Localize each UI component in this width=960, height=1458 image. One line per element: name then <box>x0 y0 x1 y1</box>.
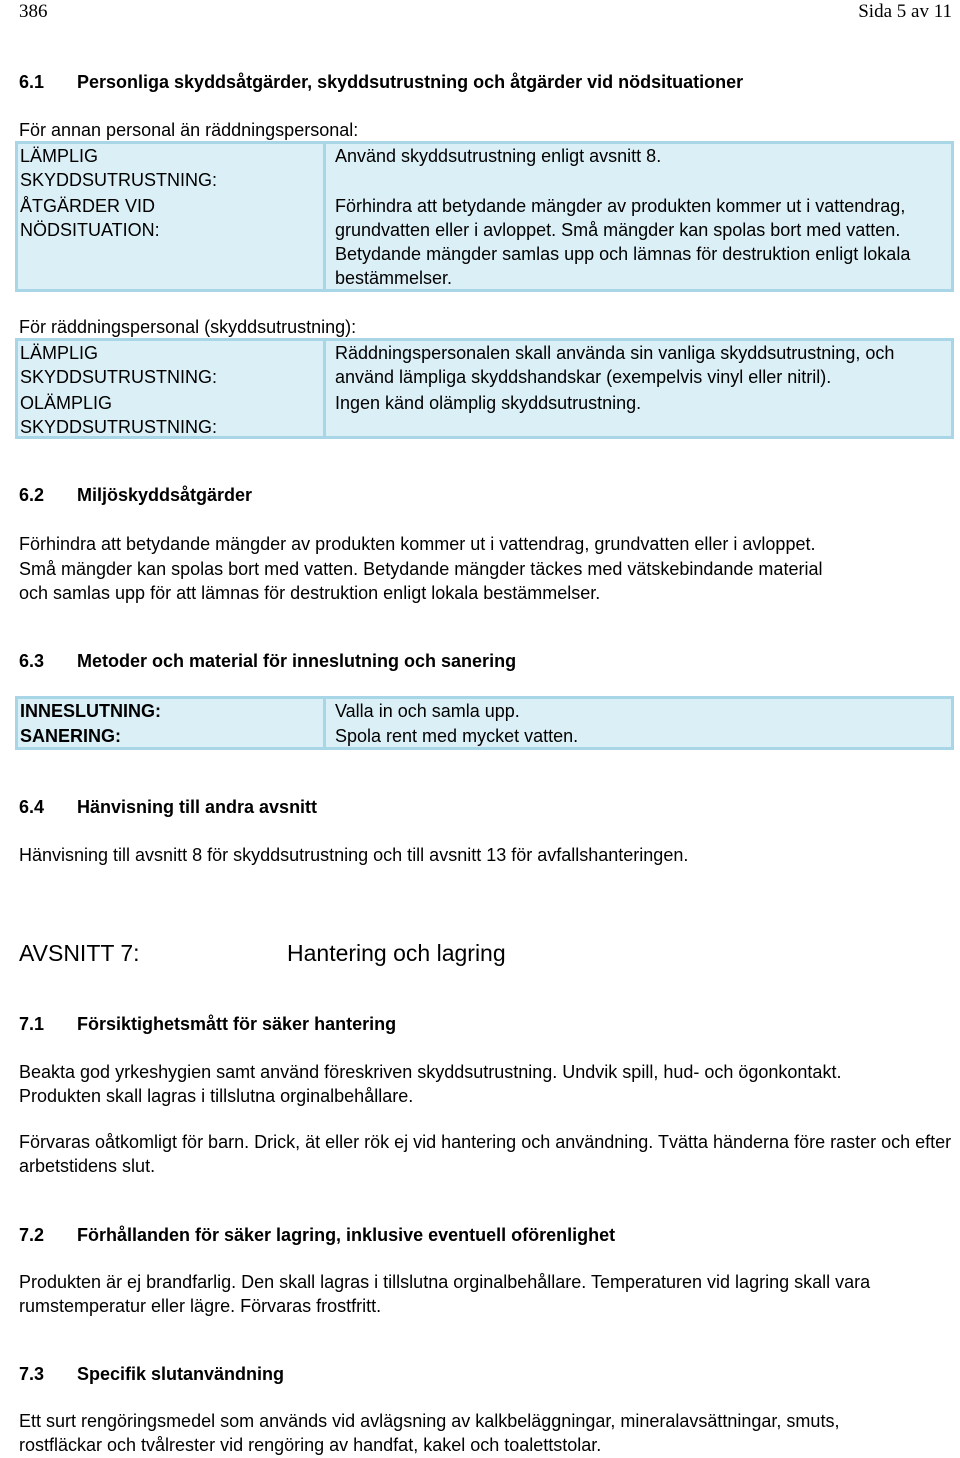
value-suitable-equipment: Räddningspersonalen skall använda sin vanliga skyddsutrustning, och använd lämpliga skyddshandskar (exempelvis vinyl eller nitril). <box>335 343 895 387</box>
section-6-4-text: Hänvisning till avsnitt 8 för skyddsutrustning och till avsnitt 13 för avfallshanteringen. <box>19 845 689 865</box>
section-7-1-heading <box>19 1012 396 1036</box>
label-emergency-measures: ÅTGÄRDER VID NÖDSITUATION: <box>20 196 160 240</box>
section-title: Metoder och material för inneslutning och sanering <box>77 651 517 671</box>
subheading-rescue-personnel: För räddningspersonal (skyddsutrustning): <box>19 317 357 337</box>
section-title: Hänvisning till andra avsnitt <box>77 797 318 817</box>
section-number: 6.3 <box>19 651 45 671</box>
section-6-2-text: Förhindra att betydande mängder av produkten kommer ut i vattendrag, grundvatten eller i avloppet. Små mängder kan spolas bort med vatten. Betydande mängder täckes med vätskebindande material och samlas upp för att lämnas för destruktion enligt lokala bestämmelser. <box>19 534 823 603</box>
section-6-3-heading <box>19 649 516 673</box>
section-7-1-para-2: Förvaras oåtkomligt för barn. Drick, ät eller rök ej vid hantering och användning. Tvätta händerna före raster och efter arbetstidens slut. <box>19 1132 952 1176</box>
section-title: Specifik slutanvändning <box>77 1364 285 1384</box>
box-divider <box>323 699 326 747</box>
section-number: 7.1 <box>19 1014 45 1034</box>
page-number: 386 <box>19 1 48 22</box>
section-number: 7.3 <box>19 1364 45 1384</box>
value-suitable-equipment: Använd skyddsutrustning enligt avsnitt 8. <box>335 146 662 166</box>
section-6-4-heading <box>19 795 317 819</box>
section-7-3-heading <box>19 1362 284 1386</box>
chapter-title: Hantering och lagring <box>287 940 506 966</box>
info-box-containment <box>15 696 954 750</box>
section-6-2-heading <box>19 483 252 507</box>
page-indicator: Sida 5 av 11 <box>858 1 952 22</box>
value-containment: Valla in och samla upp. <box>335 701 520 721</box>
chapter-label: AVSNITT 7: <box>19 940 140 966</box>
section-title: Personliga skyddsåtgärder, skyddsutrustning och åtgärder vid nödsituationer <box>77 72 744 92</box>
info-box-other-personnel <box>15 141 954 292</box>
section-title: Försiktighetsmått för säker hantering <box>77 1014 397 1034</box>
box-divider <box>323 341 326 436</box>
label-unsuitable-equipment: OLÄMPLIG SKYDDSUTRUSTNING: <box>20 393 218 437</box>
box-divider <box>323 144 326 289</box>
label-suitable-equipment: LÄMPLIG SKYDDSUTRUSTNING: <box>20 343 218 387</box>
section-title: Miljöskyddsåtgärder <box>77 485 253 505</box>
info-box-rescue-personnel <box>15 338 954 439</box>
value-cleanup: Spola rent med mycket vatten. <box>335 726 579 746</box>
section-number: 6.4 <box>19 797 45 817</box>
value-emergency-measures: Förhindra att betydande mängder av produkten kommer ut i vattendrag, grundvatten eller i avloppet. Små mängder kan spolas bort med vatten. Betydande mängder samlas upp och lämnas för destruktion enligt lokala bestämmelser. <box>335 196 911 288</box>
label-cleanup: SANERING: <box>20 726 122 746</box>
subheading-other-personnel: För annan personal än räddningspersonal: <box>19 120 359 140</box>
section-7-3-text: Ett surt rengöringsmedel som används vid avlägsning av kalkbeläggningar, mineralavsättningar, smuts, rostfläckar och tvålrester vid rengöring av handfat, kakel och toalettstolar. <box>19 1411 840 1455</box>
label-suitable-equipment: LÄMPLIG SKYDDSUTRUSTNING: <box>20 146 218 190</box>
label-containment: INNESLUTNING: <box>20 701 161 721</box>
value-unsuitable-equipment: Ingen känd olämplig skyddsutrustning. <box>335 393 642 413</box>
section-7-1-para-1: Beakta god yrkeshygien samt använd föreskriven skyddsutrustning. Undvik spill, hud- och ögonkontakt. Produkten skall lagras i tillslutna orginalbehållare. <box>19 1062 842 1106</box>
section-7-2-text: Produkten är ej brandfarlig. Den skall lagras i tillslutna orginalbehållare. Temperaturen vid lagring skall vara rumstemperatur eller lägre. Förvaras frostfritt. <box>19 1272 871 1316</box>
section-6-1-heading <box>19 70 743 94</box>
section-number: 6.1 <box>19 72 45 92</box>
section-number: 6.2 <box>19 485 45 505</box>
section-7-2-heading <box>19 1223 615 1247</box>
section-title: Förhållanden för säker lagring, inklusive eventuell oförenlighet <box>77 1225 616 1245</box>
section-number: 7.2 <box>19 1225 45 1245</box>
